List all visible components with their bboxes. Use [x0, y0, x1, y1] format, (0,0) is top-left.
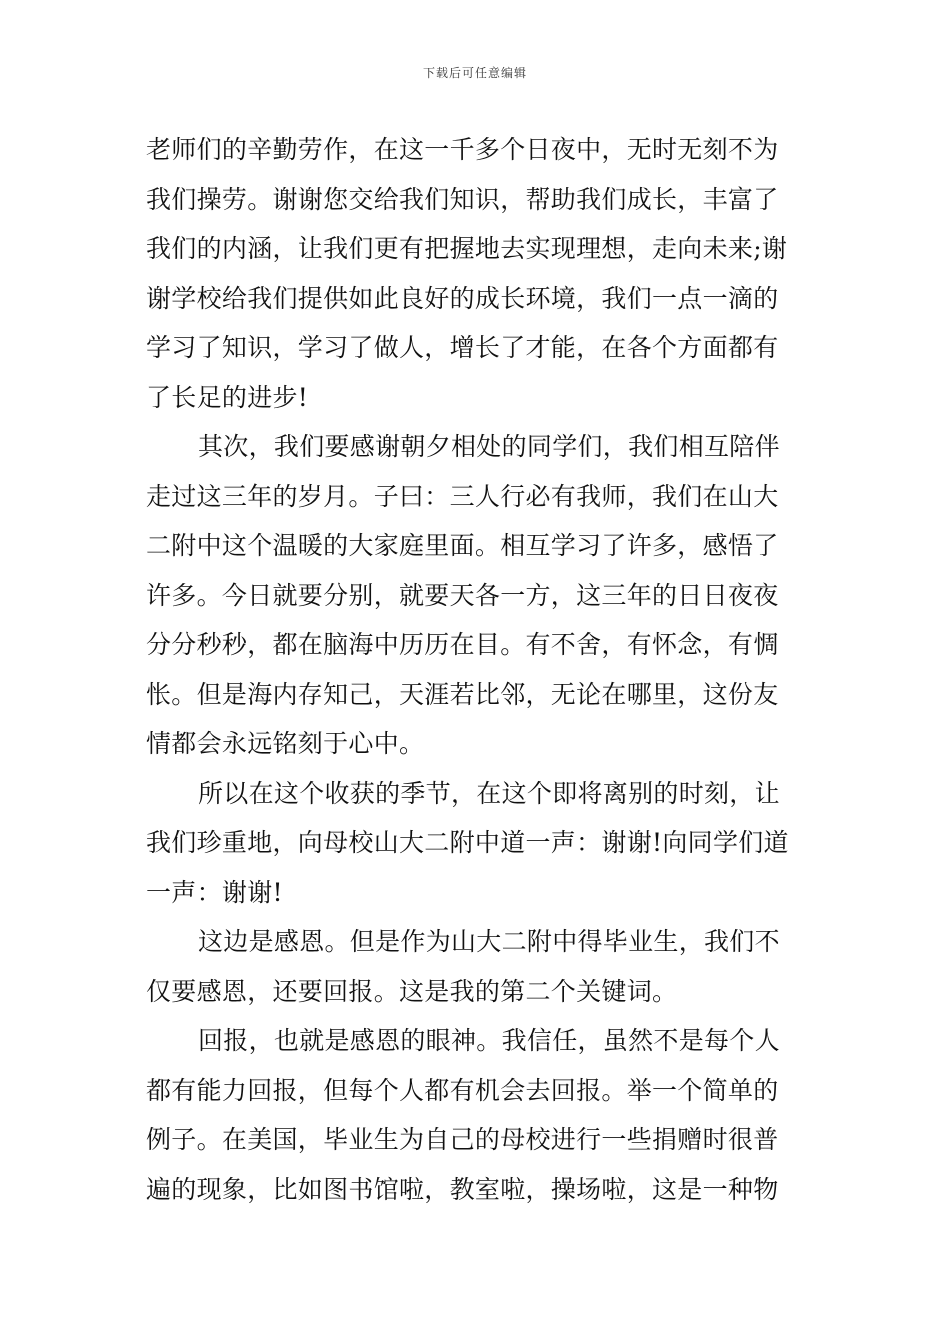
text-line: 老师们的辛勤劳作，在这一千多个日夜中，无时无刻不为: [146, 135, 779, 164]
text-line: 一声：谢谢!: [146, 877, 283, 907]
text-line: 遍的现象，比如图书馆啦，教室啦，操场啦，这是一种物: [146, 1174, 779, 1204]
text-line: 情都会永远铭刻于心中。: [146, 729, 425, 758]
text-line: 学习了知识，学习了做人，增长了才能，在各个方面都有: [146, 333, 779, 362]
text-line: 我们的内涵，让我们更有把握地去实现理想，走向未来;谢: [146, 234, 788, 263]
paragraph-start-line: 其次，我们要感谢朝夕相处的同学们，我们相互陪伴: [198, 432, 780, 461]
page-header: 下载后可任意编辑: [422, 66, 527, 80]
text-line: 二附中这个温暖的大家庭里面。相互学习了许多，感悟了: [146, 531, 779, 560]
paragraph-start-line: 所以在这个收获的季节，在这个即将离别的时刻，让: [198, 778, 780, 808]
document-body: [146, 125, 808, 1214]
text-line: 我们操劳。谢谢您交给我们知识，帮助我们成长，丰富了: [146, 184, 779, 214]
paragraph-start-line: 回报，也就是感恩的眼神。我信任，虽然不是每个人: [198, 1026, 780, 1055]
text-line: 走过这三年的岁月。子曰：三人行必有我师，我们在山大: [146, 481, 779, 511]
text-line: 了长足的进步!: [146, 382, 309, 412]
text-line: 仅要感恩，还要回报。这是我的第二个关键词。: [146, 976, 678, 1006]
text-line: 谢学校给我们提供如此良好的成长环境，我们一点一滴的: [146, 283, 779, 313]
paragraph-start-line: 这边是感恩。但是作为山大二附中得毕业生，我们不: [198, 927, 780, 956]
text-line: 许多。今日就要分别，就要天各一方，这三年的日日夜夜: [146, 580, 779, 610]
text-line: 都有能力回报，但每个人都有机会去回报。举一个简单的: [146, 1075, 779, 1105]
text-line: 分分秒秒，都在脑海中历历在目。有不舍，有怀念，有惆: [146, 630, 779, 659]
text-line: 例子。在美国，毕业生为自己的母校进行一些捐赠时很普: [146, 1125, 779, 1154]
text-line: 我们珍重地，向母校山大二附中道一声：谢谢!向同学们道: [146, 828, 789, 857]
text-line: 怅。但是海内存知己，天涯若比邻，无论在哪里，这份友: [146, 679, 779, 709]
